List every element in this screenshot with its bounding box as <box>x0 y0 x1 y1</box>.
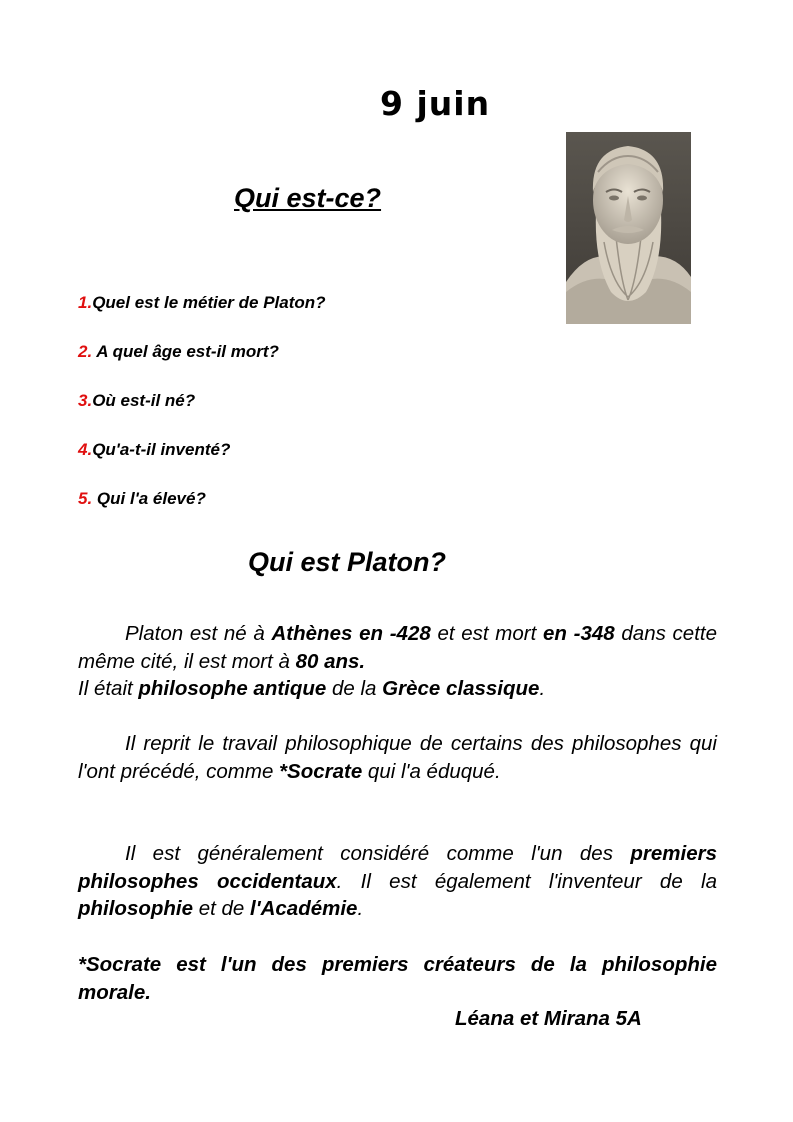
paragraph-socrate <box>78 730 717 785</box>
text-run: Il était <box>78 677 139 700</box>
question-number: 3. <box>78 391 93 410</box>
text-run-bold: philosophe antique <box>138 677 327 700</box>
plato-bust-image <box>566 132 691 324</box>
section-title-qui-est-ce: Qui est-ce? <box>234 183 382 213</box>
text-run: qui l'a éduqué. <box>362 759 501 783</box>
question-text: Qu'a-t-il inventé? <box>92 440 231 459</box>
question-text: A quel âge est-il mort? <box>92 342 279 361</box>
paragraph-academie <box>78 840 717 923</box>
question-item <box>78 439 326 488</box>
question-number: 4. <box>78 440 93 459</box>
question-number: 2. <box>78 342 93 361</box>
question-number: 5. <box>78 489 93 508</box>
text-run: Il reprit le travail philosophique de certains des philosophes qui l'ont précédé, comme <box>78 732 717 783</box>
text-run-bold: *Socrate est l'un des premiers créateurs de la philosophie morale. <box>78 953 717 1004</box>
text-run: et de <box>193 897 251 920</box>
question-item <box>78 292 326 341</box>
question-text: Où est-il né? <box>92 391 196 410</box>
text-run-bold: philosophie <box>78 897 194 920</box>
text-run: . <box>357 897 364 920</box>
section-title-qui-est-platon: Qui est Platon? <box>248 547 447 577</box>
text-run-bold: l'Académie <box>250 897 358 920</box>
question-item <box>78 488 326 537</box>
paragraph-line <box>78 620 717 675</box>
paragraph-birth-death <box>78 620 717 703</box>
text-run-bold: en -348 <box>543 622 615 645</box>
question-item <box>78 390 326 439</box>
text-run: dans cette même cité, il est mort à <box>78 622 717 673</box>
text-run: . Il est également l'inventeur de la <box>336 869 717 893</box>
text-run: . <box>539 677 546 700</box>
question-number: 1. <box>78 293 93 312</box>
page-date: 9 juin <box>380 84 491 123</box>
paragraph-line <box>78 675 717 703</box>
text-run-bold: Grèce classique <box>382 677 540 700</box>
question-item <box>78 341 326 390</box>
question-list <box>78 292 326 537</box>
question-text: Quel est le métier de Platon? <box>92 293 326 312</box>
question-text: Qui l'a élevé? <box>92 489 206 508</box>
text-run-bold: *Socrate <box>279 759 363 783</box>
author-signature: Léana et Mirana 5A <box>455 1007 642 1030</box>
text-run-bold: 80 ans. <box>295 649 366 673</box>
text-run: Il est généralement considéré comme l'un des <box>125 842 631 865</box>
paragraph-line <box>78 840 717 923</box>
text-run: Platon est né à <box>125 622 272 645</box>
text-run-bold: Athènes en -428 <box>271 622 431 645</box>
text-run: de la <box>326 677 383 700</box>
footnote-socrate <box>78 951 717 1006</box>
paragraph-line <box>78 730 717 785</box>
text-run: et est mort <box>430 622 544 645</box>
text-run-bold: premiers philosophes occidentaux <box>78 842 717 893</box>
paragraph-line <box>78 951 717 1006</box>
